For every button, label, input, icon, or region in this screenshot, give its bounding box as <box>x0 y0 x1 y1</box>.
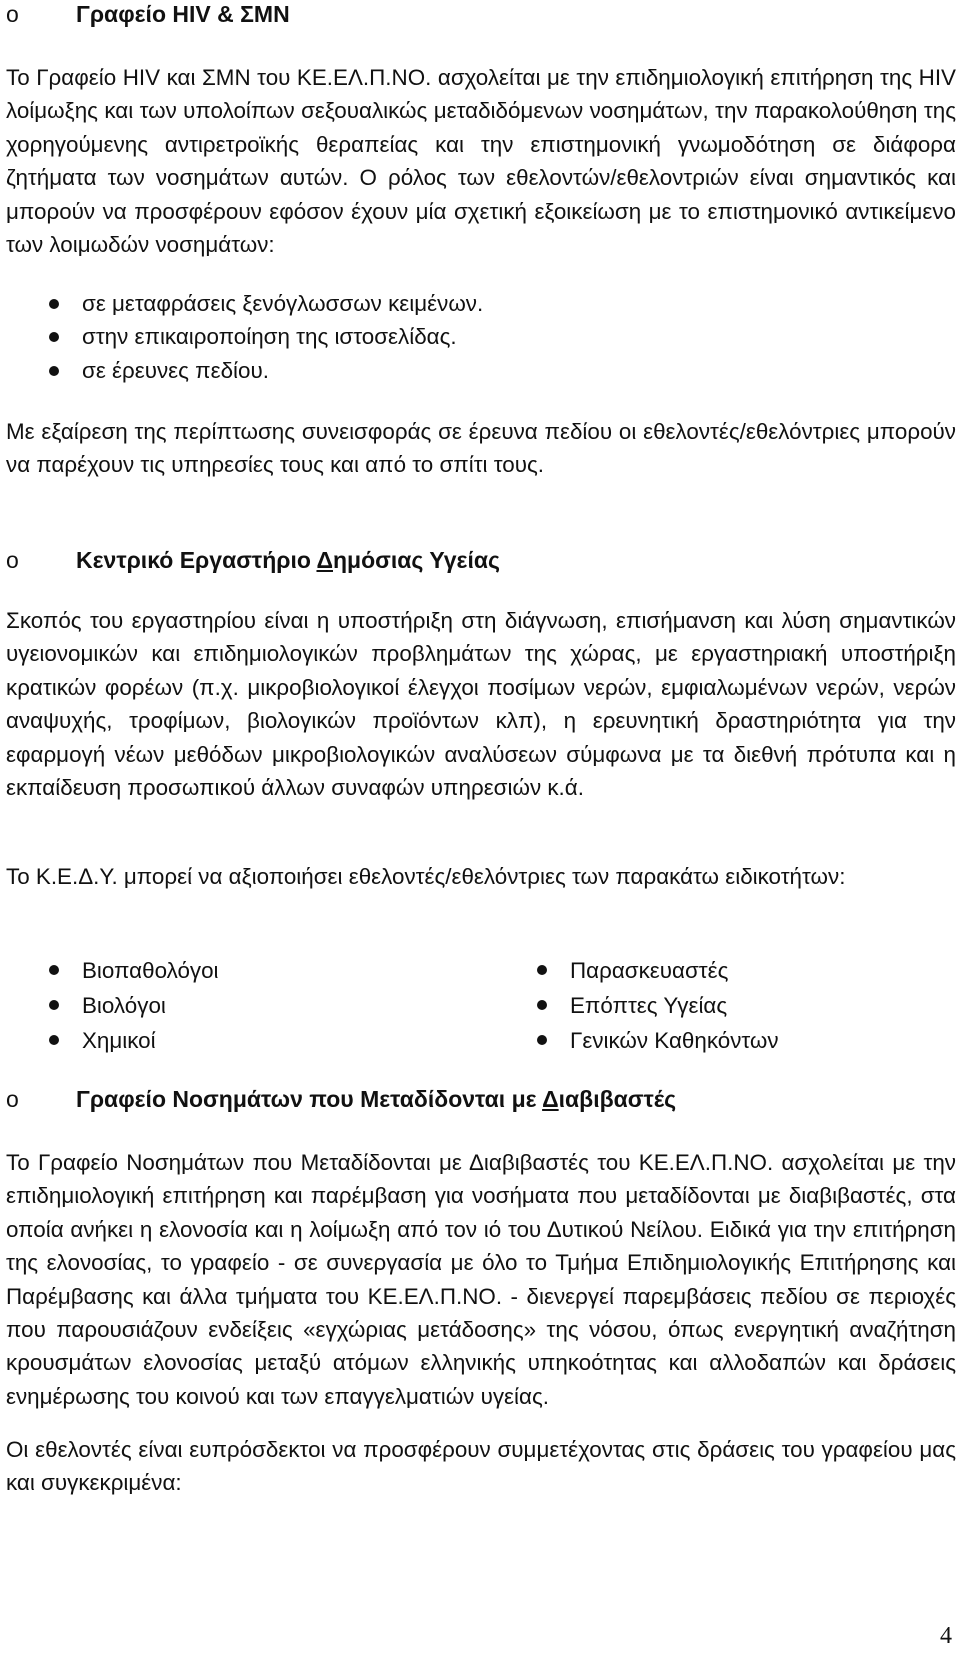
bullet-marker: o <box>6 547 19 573</box>
hiv-office-note-paragraph: Με εξαίρεση της περίπτωσης συνεισφοράς σε έρευνα πεδίου οι εθελοντές/εθελόντριες μπορούν να παρέχουν τις υπηρεσίες τους και από το σπίτι τους. <box>6 419 956 478</box>
hiv-volunteer-tasks-list <box>6 287 483 387</box>
section-title-underlined-letter: Δ <box>542 1086 559 1112</box>
section-title-suffix: ιαβιβαστές <box>558 1086 677 1112</box>
list-item: σε έρευνες πεδίου. <box>6 354 483 387</box>
section-title-vector-diseases <box>6 1085 676 1113</box>
vector-diseases-intro-paragraph: Το Γραφείο Νοσημάτων που Μεταδίδονται με Διαβιβαστές του ΚΕ.ΕΛ.Π.ΝΟ. ασχολείται με την επιδημιολογική επιτήρηση και παρέμβαση για νοσήματα που μεταδίδονται με διαβιβαστές, στα οποία ανήκει η ελονοσία και η λοίμωξη από τον ιό του Δυτικού Νείλου. Ειδικά για την επιτήρηση της ελονοσίας, το γραφείο - σε συνεργασία με όλο το Τμήμα Επιδημιολογικής Επιτήρησης και Παρέμβασης και άλλα τμήματα του ΚΕ.ΕΛ.Π.ΝΟ. - διενεργεί παρεμβάσεις πεδίου σε περιοχές που παρουσιάζουν ενδείξεις «εγχώριας μετάδοσης» της νόσου, όπως ενεργητική αναζήτηση κρουσμάτων ελονοσίας μεταξύ ατόμων ελληνικής υπηκοότητας και αλλοδαπών και δράσεις ενημέρωσης του κοινού και των επαγγελματιών υγείας. <box>6 1150 956 1409</box>
section-title-hiv-office <box>6 0 290 28</box>
list-item: στην επικαιροποίηση της ιστοσελίδας. <box>6 320 483 353</box>
hiv-office-intro-paragraph: Το Γραφείο HIV και ΣΜΝ του ΚΕ.ΕΛ.Π.ΝΟ. ασχολείται με την επιδημιολογική επιτήρηση της HIV λοίμωξης και των υπολοίπων σεξουαλικώς μεταδιδόμενων νοσημάτων, την παρακολούθηση της χορηγούμενης αντιρετροϊκής θεραπείας και την επιστημονική γνωμοδότηση σε διάφορα ζητήματα των νοσημάτων αυτών. Ο ρόλος των εθελοντών/εθελοντριών είναι σημαντικός και μπορούν να προσφέρουν εφόσον έχουν μία σχετική εξοικείωση με το επιστημονικό αντικείμενο των λοιμωδών νοσημάτων: <box>6 65 956 258</box>
page-number: 4 <box>940 1623 952 1649</box>
bullet-marker: o <box>6 1 19 27</box>
list-item: Παρασκευαστές <box>494 953 779 988</box>
bullet-marker: o <box>6 1086 19 1112</box>
section-title-central-lab <box>6 546 500 574</box>
central-lab-intro-paragraph: Σκοπός του εργαστηρίου είναι η υποστήριξη στη διάγνωση, επισήμανση και λύση σημαντικών υγειονομικών και επιδημιολογικών προβλημάτων της χώρας, με εργαστηριακή υποστήριξη κρατικών φορέων (π.χ. μικροβιολογικοί έλεγχοι ποσίμων νερών, εμφιαλωμένων νερών, νερών αναψυχής, τροφίμων, βιολογικών προϊόντων κλπ), η ερευνητική δραστηριότητα για την εφαρμογή νέων μεθόδων μικροβιολογικών αναλύσεων σύμφωνα με τα διεθνή πρότυπα και η εκπαίδευση προσωπικού άλλων συναφών υπηρεσιών κ.ά. <box>6 608 956 801</box>
list-item: Γενικών Καθηκόντων <box>494 1023 779 1058</box>
section-title-underlined-letter: Δ <box>316 547 333 573</box>
central-lab-note-paragraph: Το Κ.Ε.Δ.Υ. μπορεί να αξιοποιήσει εθελοντές/εθελόντριες των παρακάτω ειδικοτήτων: <box>6 864 846 889</box>
list-item: σε μεταφράσεις ξενόγλωσσων κειμένων. <box>6 287 483 320</box>
section-title-suffix: ημόσιας Υγείας <box>333 547 500 573</box>
specialties-left-list <box>6 953 219 1058</box>
section-title-prefix: Γραφείο Νοσημάτων που Μεταδίδονται με <box>76 1086 543 1112</box>
list-item: Βιολόγοι <box>6 988 219 1023</box>
list-item: Επόπτες Υγείας <box>494 988 779 1023</box>
list-item: Βιοπαθολόγοι <box>6 953 219 988</box>
section-title-text: Γραφείο HIV & ΣΜΝ <box>76 1 290 27</box>
section-title-prefix: Κεντρικό Εργαστήριο <box>76 547 317 573</box>
vector-diseases-note-paragraph: Οι εθελοντές είναι ευπρόσδεκτοι να προσφέρουν συμμετέχοντας στις δράσεις του γραφείου μας και συγκεκριμένα: <box>6 1437 956 1496</box>
list-item: Χημικοί <box>6 1023 219 1058</box>
specialties-right-list <box>494 953 779 1058</box>
